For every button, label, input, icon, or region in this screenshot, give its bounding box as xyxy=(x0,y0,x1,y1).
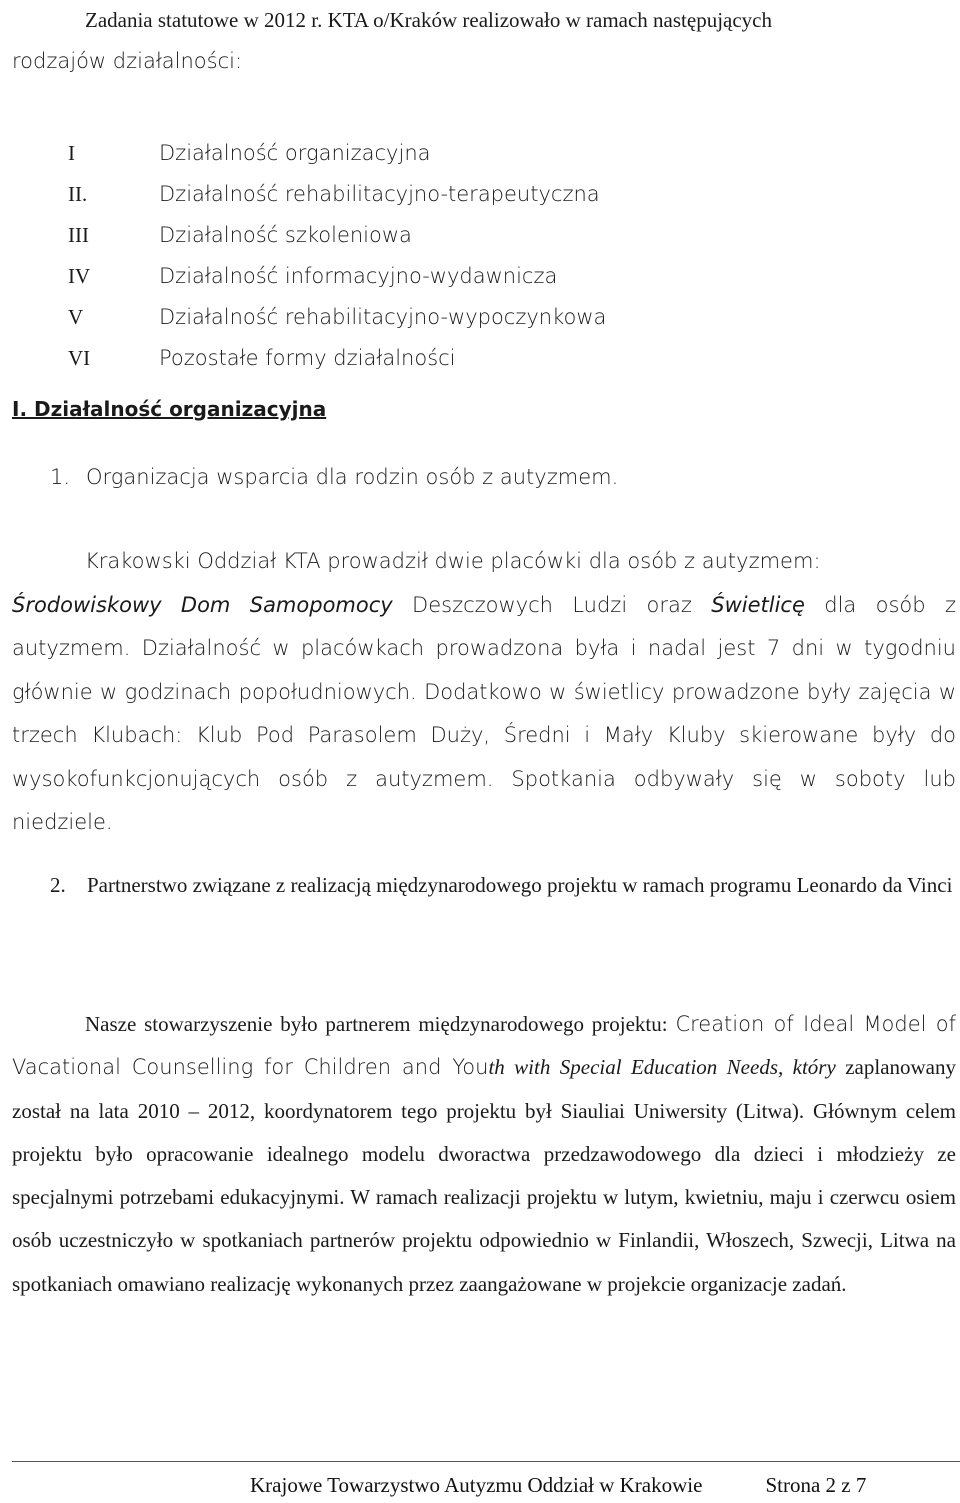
paragraph-placowki xyxy=(12,540,956,845)
section-heading: I. Działalność organizacyjna xyxy=(12,397,327,421)
activity-label: Działalność szkoleniowa xyxy=(159,223,412,247)
activity-number: IV xyxy=(68,264,91,288)
activity-label: Działalność informacyjno-wydawnicza xyxy=(159,264,558,288)
activity-number: I xyxy=(68,141,75,165)
footer-page-number: Strona 2 z 7 xyxy=(765,1473,867,1497)
footer-divider xyxy=(12,1461,960,1462)
italic-text: Środowiskowy Dom Samopomocy xyxy=(12,592,393,617)
intro-line-1: Zadania statutowe w 2012 r. KTA o/Kraków realizowało w ramach następujących xyxy=(85,8,773,32)
item-title: Partnerstwo związane z realizacją międzynarodowego projektu w ramach programu Leonardo da Vinci xyxy=(87,873,953,897)
item-number: 2. xyxy=(50,873,66,897)
italic-text: th with Special Education Needs, który xyxy=(488,1055,836,1080)
paragraph-text: zaplanowany został na lata 2010 – 2012, koordynatorem tego projektu był Siauliai Uniwersity (Litwa). Głównym celem projektu było opracowanie idealnego modelu dworactwa przedzawodowego dla dzieci i młodzieży ze specjalnymi potrzebami edukacyjnymi. W ramach realizacji projektu w lutym, kwietniu, maju i czerwcu osiem osób uczestniczyło w spotkaniach partnerów projektu odpowiednio w Finlandii, Włoszech, Szwecji, Litwa na spotkaniach omawiano realizację wykonanych przez zaangażowane w projekcie organizacje zadań. xyxy=(12,1055,956,1296)
item-number: 1. xyxy=(50,465,71,489)
activity-label: Działalność rehabilitacyjno-wypoczynkowa xyxy=(159,305,607,329)
paragraph-text: dla osób z autyzmem. Działalność w placówkach prowadzona była i nadal jest 7 dni w tygodniu głównie w godzinach popołudniowych. Dodatkowo w świetlicy prowadzone były zajęcia w trzech Klubach: Klub Pod Parasolem Duży, Średni i Mały Kluby skierowane były do wysokofunkcjonujących osób z autyzmem. Spotkania odbywały się w soboty lub niedziele. xyxy=(12,592,956,834)
numbered-item-2 xyxy=(50,864,958,907)
paragraph-projekt xyxy=(12,1003,956,1306)
italic-text: Świetlicę xyxy=(711,592,805,617)
footer-org: Krajowe Towarzystwo Autyzmu Oddział w Krakowie xyxy=(250,1473,703,1497)
activity-number: VI xyxy=(68,346,91,370)
activity-label: Działalność organizacyjna xyxy=(159,141,431,165)
paragraph-line: Krakowski Oddział KTA prowadził dwie placówki dla osób z autyzmem: xyxy=(85,549,821,573)
activity-number: V xyxy=(68,305,84,329)
intro-line-2: rodzajów działalności: xyxy=(12,49,243,73)
numbered-item-1 xyxy=(50,457,618,498)
activity-label: Pozostałe formy działalności xyxy=(159,346,456,370)
activity-number: II. xyxy=(68,182,88,206)
page-footer xyxy=(250,1467,866,1503)
activity-label: Działalność rehabilitacyjno-terapeutyczna xyxy=(159,182,600,206)
paragraph-text: Deszczowych Ludzi oraz xyxy=(392,592,712,617)
paragraph-text: Nasze stowarzyszenie było partnerem międzynarodowego projektu: xyxy=(85,1012,676,1036)
item-title: Organizacja wsparcia dla rodzin osób z autyzmem. xyxy=(86,465,619,489)
project-title: Creation of Ideal Model of Vacational Counselling for Children and You xyxy=(12,1012,956,1080)
intro-paragraph xyxy=(12,0,960,82)
activity-number: III xyxy=(68,223,89,247)
